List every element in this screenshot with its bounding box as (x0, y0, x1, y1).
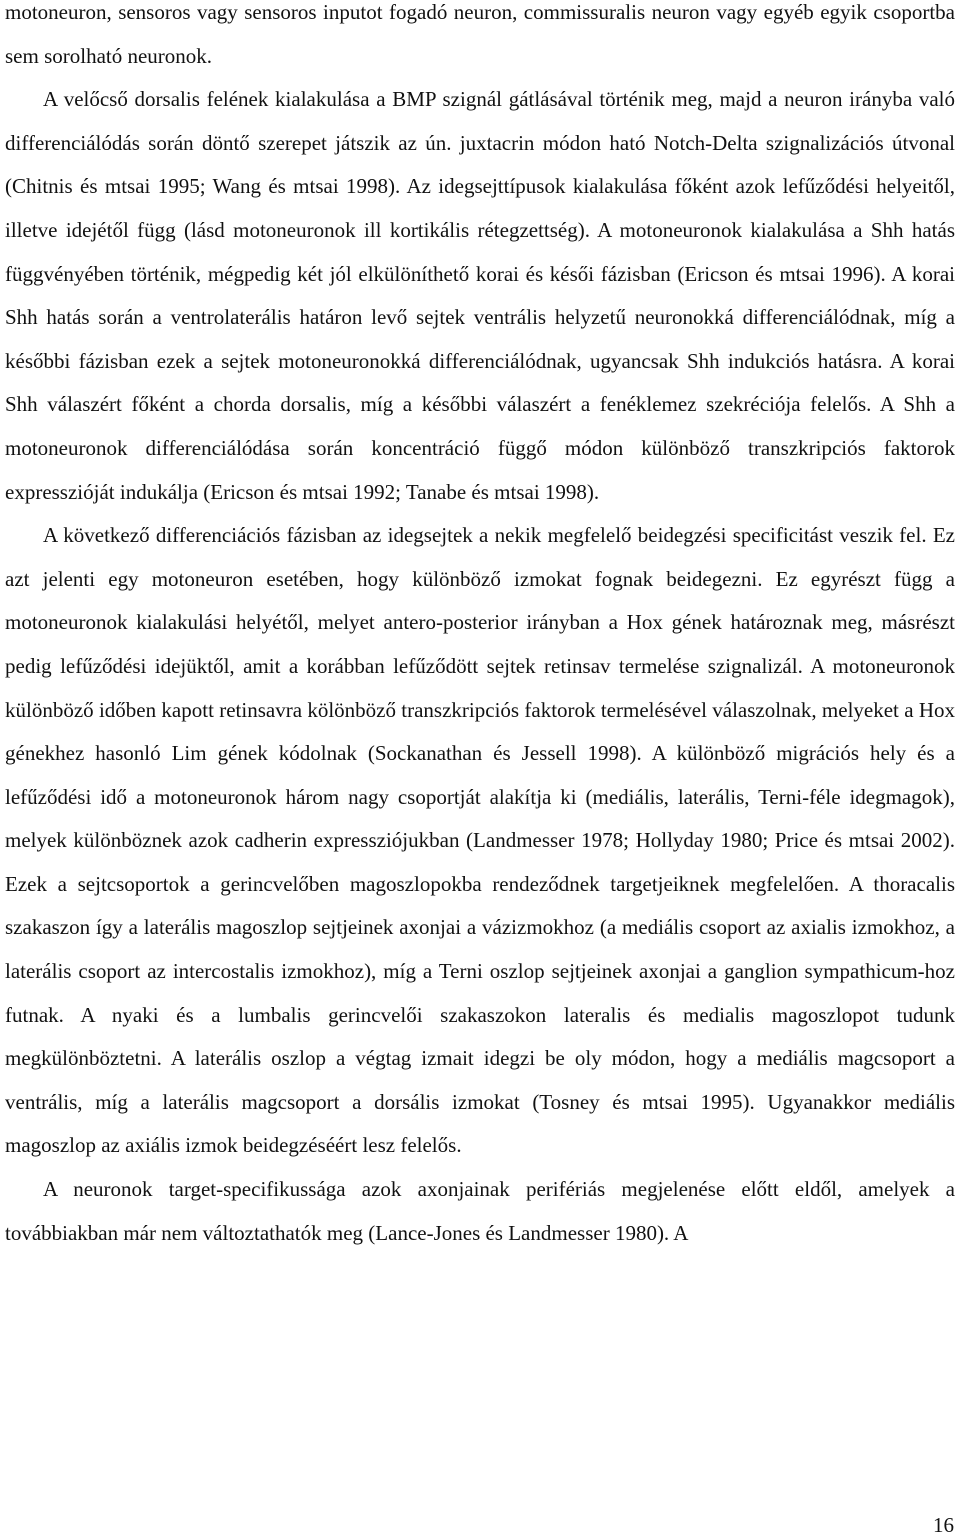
paragraph-neural-tube: A velőcső dorsalis felének kialakulása a BMP szignál gátlásával történik meg, majd a neuron irányba való differenciálódás során döntő szerepet játszik az ún. juxtacrin módon ható Notch-Delta szignalizációs útvonal (Chitnis és mtsai 1995; Wang és mtsai 1998). Az idegsejttípusok kialakulása főként azok lefűződési helyeitől, illetve idejétől függ (lásd motoneuronok ill kortikális rétegzettség). A motoneuronok kialakulása a Shh hatás függvényében történik, mégpedig két jól elkülöníthető korai és késői fázisban (Ericson és mtsai 1996). A korai Shh hatás során a ventrolaterális határon levő sejtek ventrális helyzetű neuronokká differenciálódnak, míg a későbbi fázisban ezek a sejtek motoneuronokká differenciálódnak, ugyancsak Shh indukciós hatásra. A korai Shh válaszért főként a chorda dorsalis, míg a későbbi válaszért a fenéklemez szekréciója felelős. A Shh a motoneuronok differenciálódása során koncentráció függő módon különböző transzkripciós faktorok expresszióját indukálja (Ericson és mtsai 1992; Tanabe és mtsai 1998). (5, 87, 955, 504)
paragraph-differentiation: A következő differenciációs fázisban az idegsejtek a nekik megfelelő beidegzési specificitást veszik fel. Ez azt jelenti egy motoneuron esetében, hogy különböző izmokat fognak beidegezni. Ez egyrészt függ a motoneuronok kialakulási helyétől, melyet antero-posterior irányban a Hox gének határoznak meg, másrészt pedig lefűződési idejüktől, amit a korábban lefűződött sejtek retinsav termelése szignalizál. A motoneuronok különböző időben kapott retinsavra kölönböző transzkripciós faktorok termelésével válaszolnak, melyeket a Hox génekhez hasonló Lim gének kódolnak (Sockanathan és Jessell 1998). A különböző migrációs hely és a lefűződési idő a motoneuronok három nagy csoportját alakítja ki (mediális, laterális, Terni-féle idegmagok), melyek különböznek azok cadherin expressziójukban (Landmesser 1978; Hollyday 1980; Price és mtsai 2002). Ezek a sejtcsoportok a gerincvelőben magoszlopokba rendeződnek targetjeiknek megfelelően. A thoracalis szakaszon így a laterális magoszlop sejtjeinek axonjai a vázizmokhoz (a mediális csoport az axialis izmokhoz, a laterális csoport az intercostalis izmokhoz), míg a Terni oszlop sejtjeinek axonjai a ganglion sympathicum-hoz futnak. A nyaki és a lumbalis gerincvelői szakaszokon lateralis és medialis magoszlopot tudunk megkülönböztetni. A laterális oszlop a végtag izmait idegzi be oly módon, hogy a mediális magcsoport a ventrális, míg a laterális magcsoport a dorsális izmokat (Tosney és mtsai 1995). Ugyanakkor mediális magoszlop az axiális izmok beidegzéséért lesz felelős. (5, 523, 955, 1158)
paragraph-continuation: motoneuron, sensoros vagy sensoros inputot fogadó neuron, commissuralis neuron vagy egyéb egyik csoportba sem sorolható neuronok. (5, 0, 955, 68)
paragraph-target-specificity: A neuronok target-specifikussága azok axonjainak perifériás megjelenése előtt eldől, amelyek a továbbiakban már nem változtathatók meg (Lance-Jones és Landmesser 1980). A (5, 1177, 955, 1245)
page-number: 16 (933, 1513, 954, 1537)
body-text (5, 0, 955, 1255)
